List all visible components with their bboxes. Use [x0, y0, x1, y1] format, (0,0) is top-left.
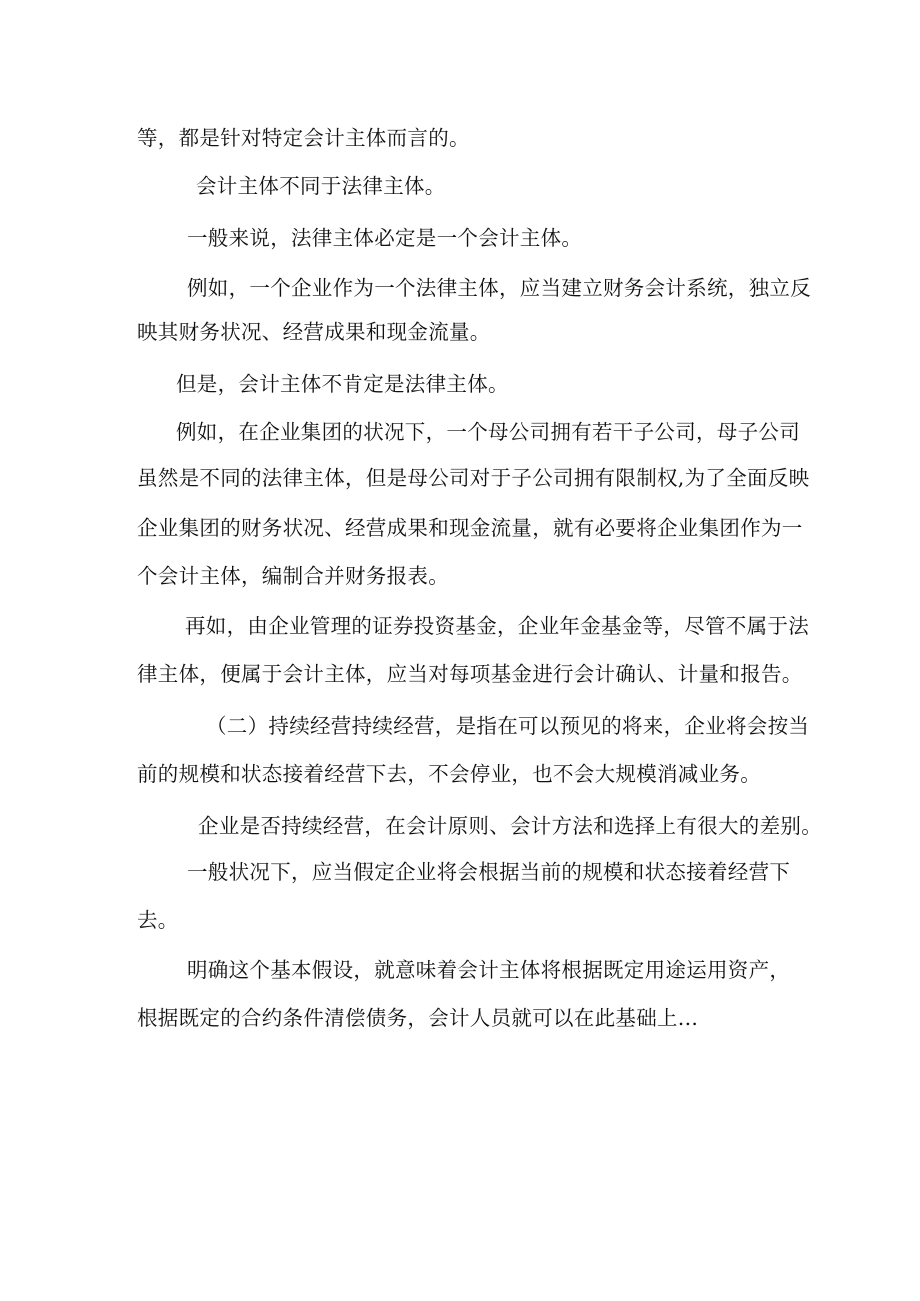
text-line-9: 企业集团的财务状况、经营成果和现金流量，就有必要将企业集团作为一 — [137, 516, 803, 540]
text-line-2: 会计主体不同于法律主体。 — [196, 174, 446, 198]
text-line-18: 明确这个基本假设，就意味着会计主体将根据既定用途运用资产， — [187, 958, 791, 982]
text-line-10: 个会计主体，编制合并财务报表。 — [137, 564, 449, 588]
text-line-6: 但是，会计主体不肯定是法律主体。 — [176, 372, 509, 396]
text-line-13: （二）持续经营持续经营，是指在可以预见的将来，企业将会按当 — [206, 714, 810, 738]
text-line-17: 去。 — [137, 908, 179, 932]
text-line-12: 律主体，便属于会计主体，应当对每项基金进行会计确认、计量和报告。 — [137, 662, 803, 686]
text-line-3: 一般来说，法律主体必定是一个会计主体。 — [187, 226, 583, 250]
text-line-8: 虽然是不同的法律主体，但是母公司对于子公司拥有限制权,为了全面反映 — [137, 466, 810, 490]
text-line-7: 例如，在企业集团的状况下，一个母公司拥有若干子公司，母子公司 — [176, 420, 800, 444]
text-line-19: 根据既定的合约条件清偿债务，会计人员就可以在此基础上... — [137, 1006, 699, 1030]
text-line-4: 例如，一个企业作为一个法律主体，应当建立财务会计系统，独立反 — [187, 276, 811, 300]
text-line-14: 前的规模和状态接着经营下去，不会停业，也不会大规模消减业务。 — [137, 762, 761, 786]
text-line-11: 再如，由企业管理的证券投资基金，企业年金基金等，尽管不属于法 — [185, 614, 809, 638]
text-line-5: 映其财务状况、经营成果和现金流量。 — [137, 320, 491, 344]
text-line-16: 一般状况下，应当假定企业将会根据当前的规模和状态接着经营下 — [187, 860, 791, 884]
text-line-15: 企业是否持续经营，在会计原则、会计方法和选择上有很大的差别。 — [198, 814, 822, 838]
text-line-1: 等，都是针对特定会计主体而言的。 — [137, 126, 470, 150]
